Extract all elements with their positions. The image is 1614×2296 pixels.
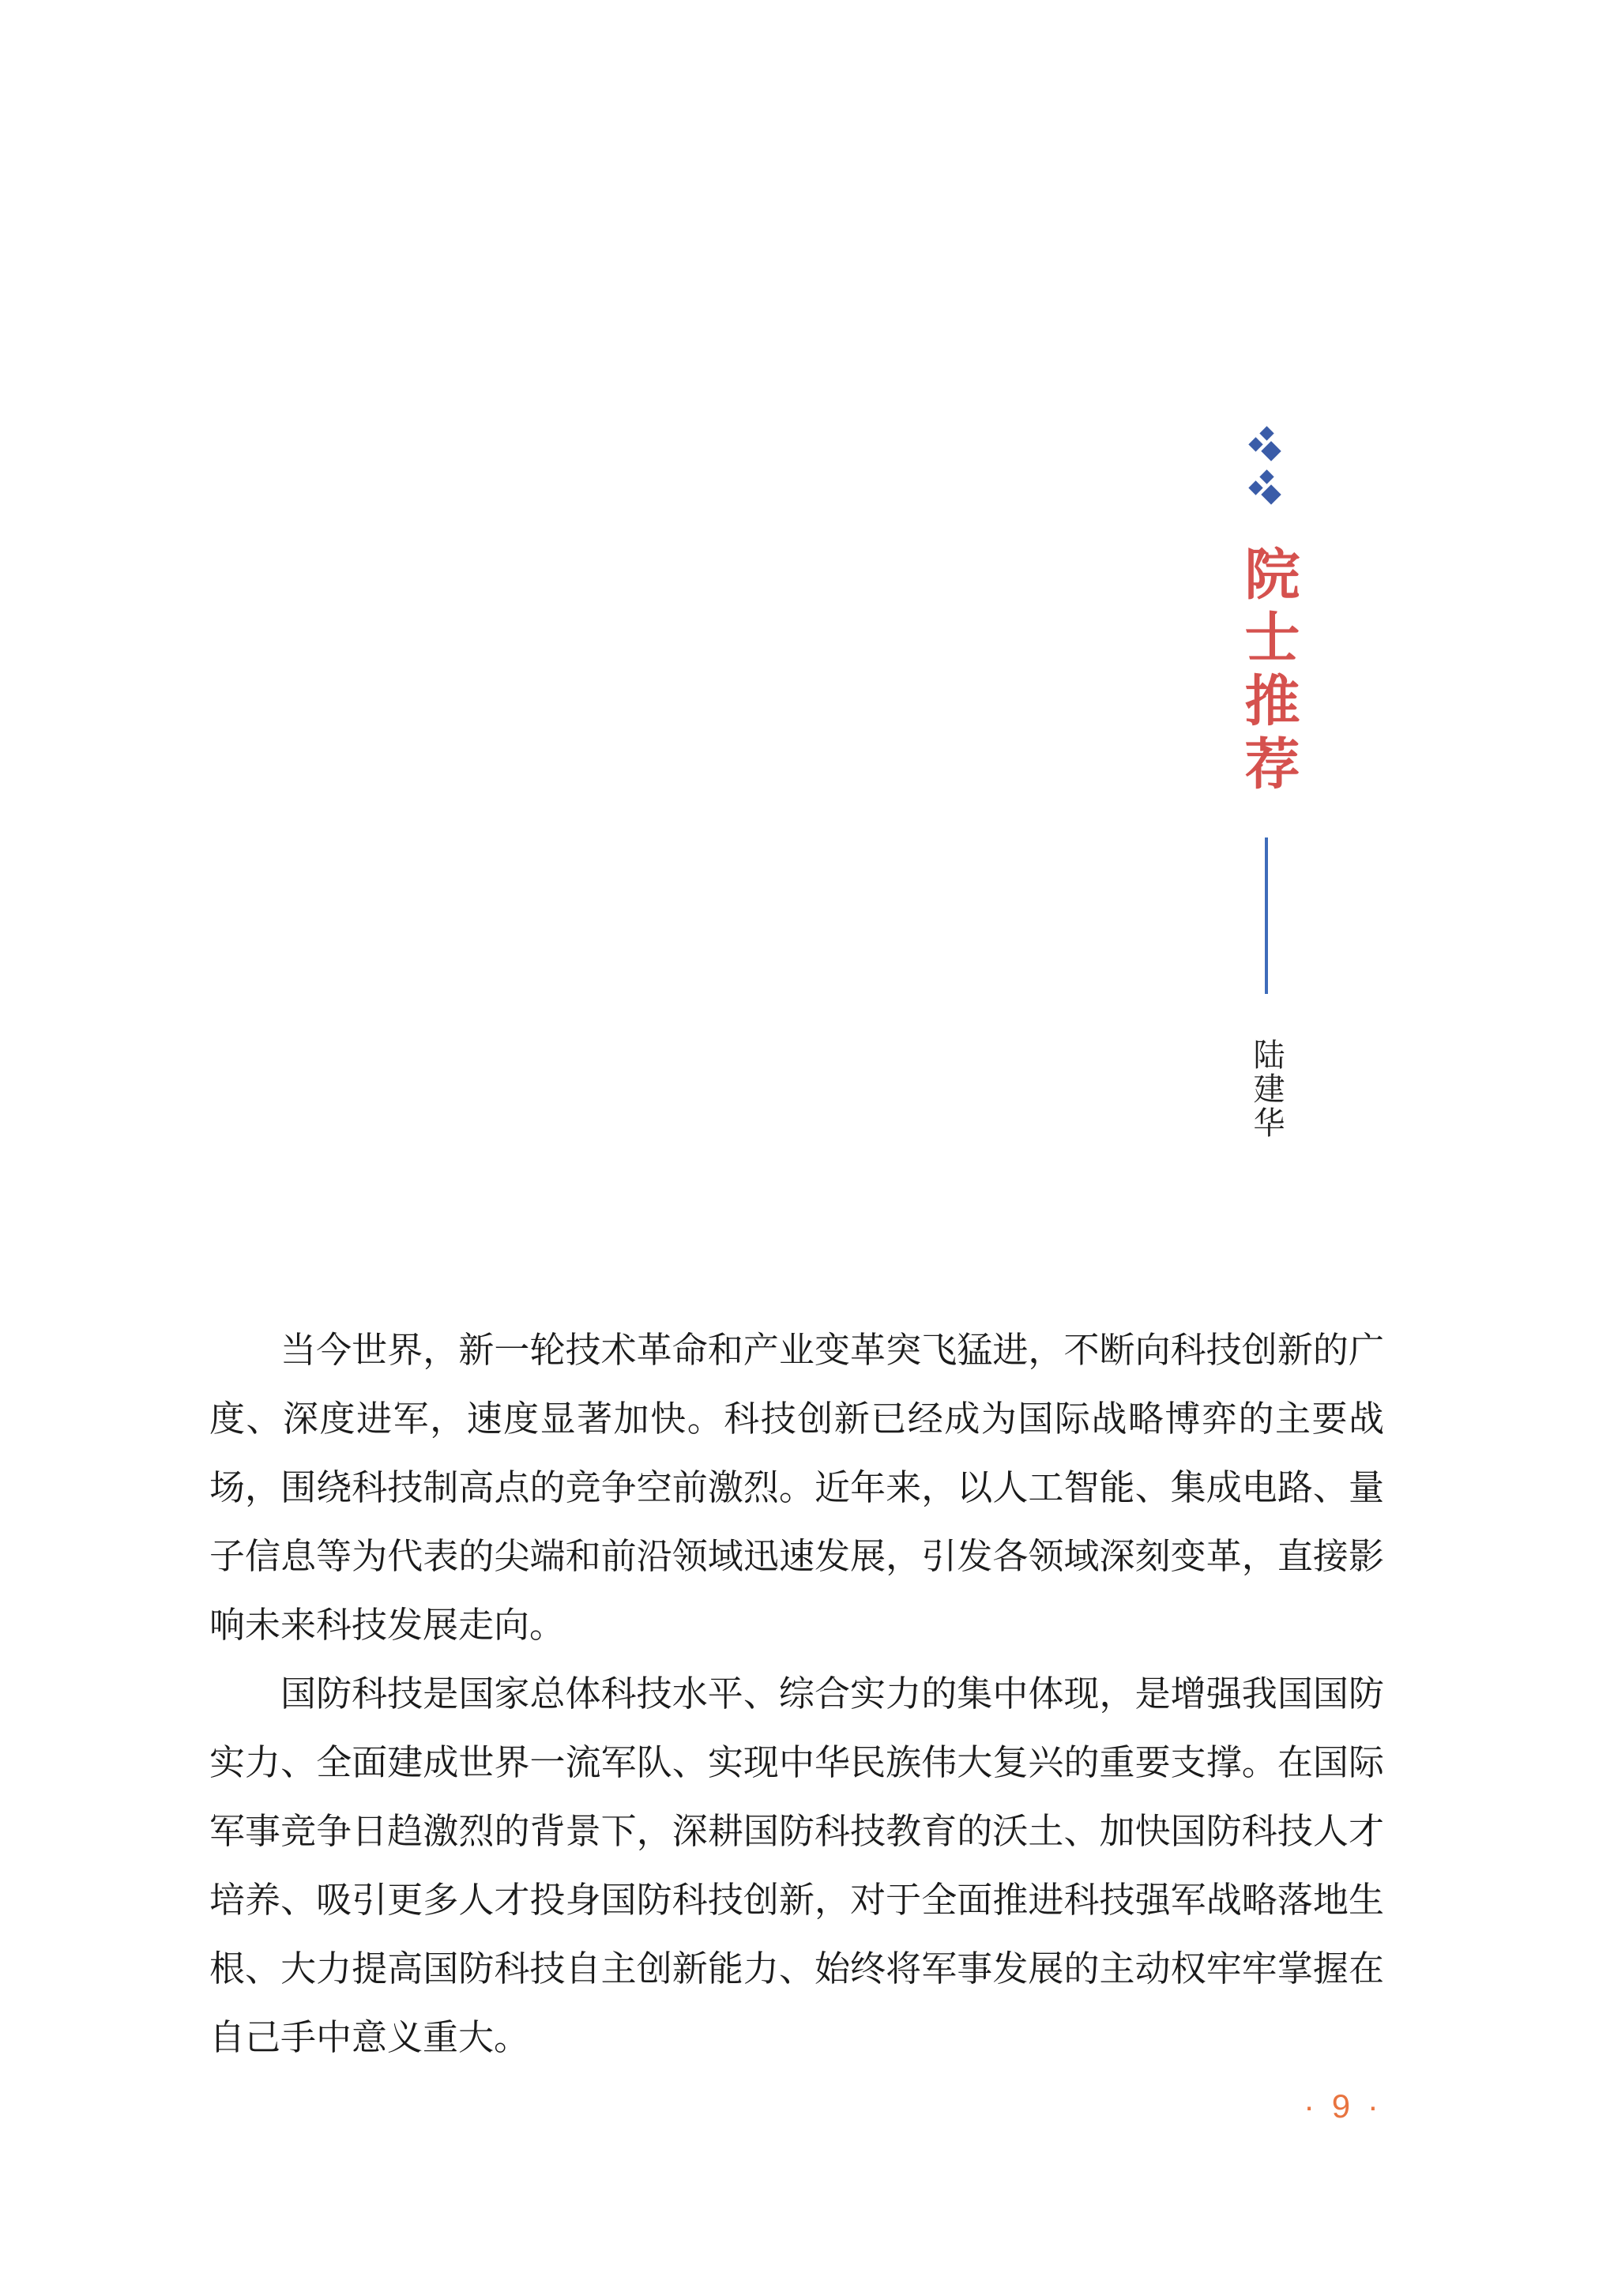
diamond-icon <box>1248 437 1262 451</box>
diamond-cluster-icon <box>1248 470 1285 508</box>
diamond-icon <box>1248 480 1262 495</box>
paragraph-2: 国防科技是国家总体科技水平、综合实力的集中体现，是增强我国国防实力、全面建成世界一流军队、实现中华民族伟大复兴的重要支撑。在国际军事竞争日趋激烈的背景下，深耕国防科技教育的沃土、加快国防科技人才培养、吸引更多人才投身国防科技创新，对于全面推进科技强军战略落地生根、大力提高国防科技自主创新能力、始终将军事发展的主动权牢牢掌握在自己手中意义重大。 <box>209 1674 1384 2057</box>
diamond-icon <box>1259 469 1274 484</box>
author-name-vertical: 陆建华 <box>1249 1038 1285 1140</box>
diamond-cluster-icon <box>1248 427 1285 465</box>
diamond-icon <box>1259 426 1274 440</box>
ornament-diamonds <box>1248 427 1285 514</box>
body-text <box>209 1316 1384 2072</box>
vertical-divider <box>1265 837 1268 994</box>
page-number: · 9 · <box>1304 2087 1383 2125</box>
paragraph-1: 当今世界，新一轮技术革命和产业变革突飞猛进，不断向科技创新的广度、深度进军，速度显著加快。科技创新已经成为国际战略博弈的主要战场，围绕科技制高点的竞争空前激烈。近年来，以人工智能、集成电路、量子信息等为代表的尖端和前沿领域迅速发展，引发各领域深刻变革，直接影响未来科技发展走向。 <box>209 1331 1384 1645</box>
diamond-icon <box>1261 441 1281 461</box>
diamond-icon <box>1261 484 1281 504</box>
section-title-vertical: 院士推荐 <box>1236 545 1297 798</box>
